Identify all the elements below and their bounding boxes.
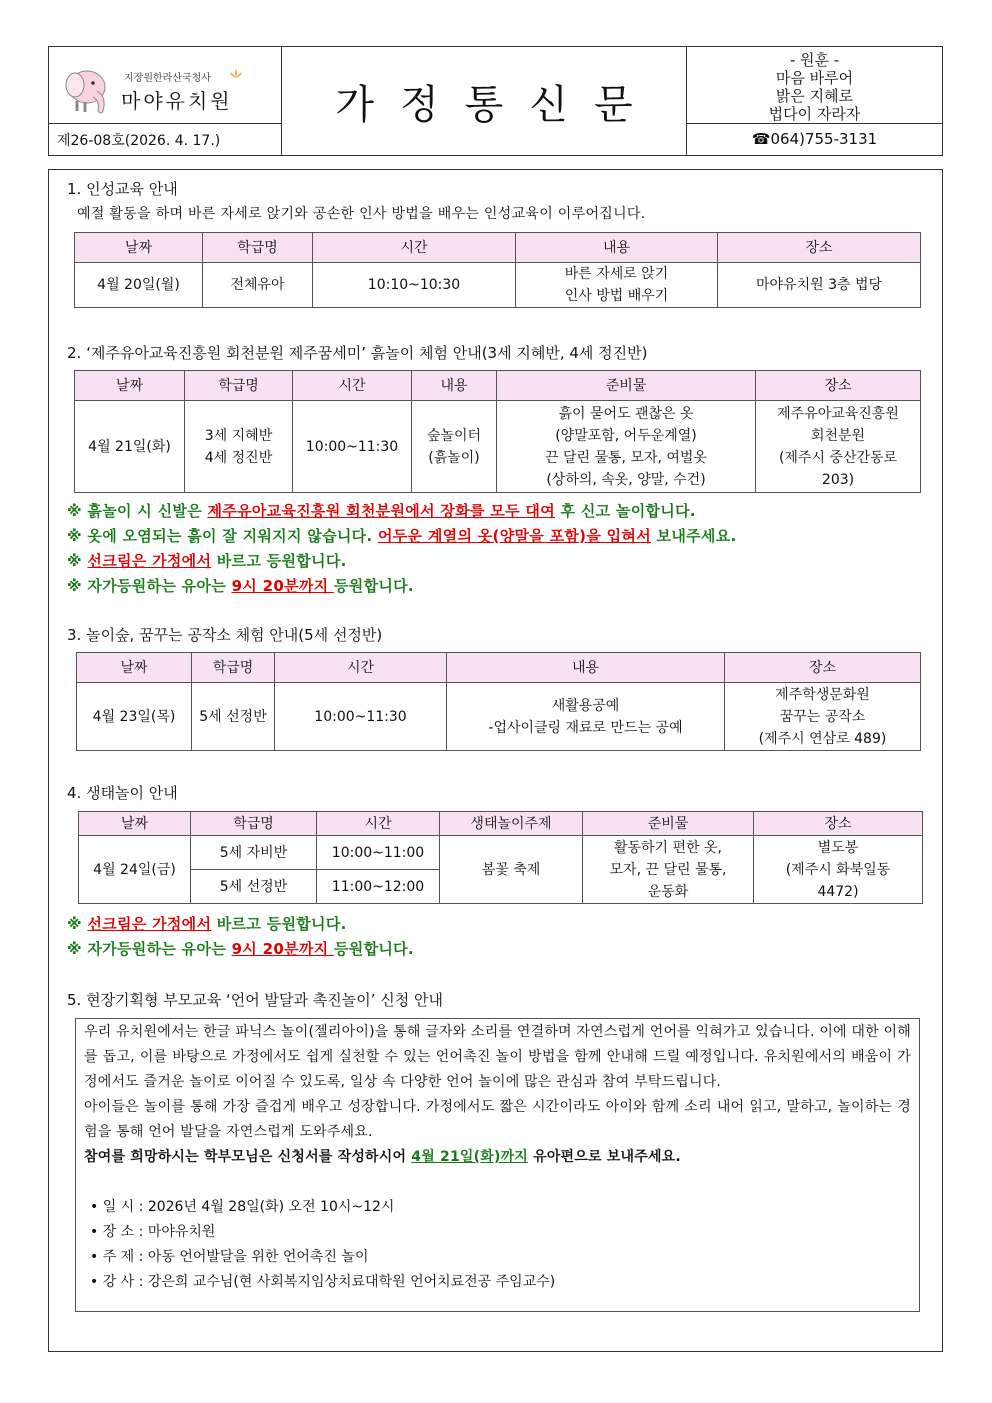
paragraph: 아이들은 놀이를 통해 가장 즐겁게 배우고 성장합니다. 가정에서도 짧은 시간이라도 아이와 함께 소리 내어 읽고, 말하고, 놀이하는 경험을 통해 언어 발달을 자연스럽게 도와주세요. (84, 1099, 911, 1140)
table-cell: 4월 23일(목) (77, 683, 192, 751)
motto-line: 밝은 지혜로 (775, 87, 854, 105)
table-cell: 5세 선정반 (191, 870, 317, 904)
section-5-title: 5. 현장기획형 부모교육 ‘언어 발달과 촉진놀이’ 신청 안내 (67, 991, 444, 1009)
table-cell: 3세 지혜반 4세 정진반 (185, 401, 293, 493)
paragraph: 우리 유치원에서는 한글 파닉스 놀이(젤리아이)을 통해 글자와 소리를 연결하며 자연스럽게 언어를 익혀가고 있습니다. 이에 대한 이해를 돕고, 이를 바탕으로 가정에서도 쉽게 실천할 수 있는 언어촉진 놀이 방법을 함께 안내해 드릴 예정입니다. 유치원에서의 배움이 가정에서도 즐거운 놀이로 이어질 수 있도록, 일상 속 다양한 언어 놀이에 많은 관심과 참여 부탁드립니다. (84, 1024, 911, 1090)
table-cell: 흙이 묻어도 괜찮은 옷 (양말포함, 어두운계열) 끈 달린 물통, 모자, 여벌옷 (상하의, 속옷, 양말, 수건) (497, 401, 756, 493)
table-header: 날짜 (75, 233, 203, 263)
motto-line: 법다이 자라자 (768, 105, 861, 123)
table-cell: 바른 자세로 앉기 인사 방법 배우기 (516, 263, 718, 308)
notice-line: ※ 선크림은 가정에서 바르고 등원합니다. (67, 915, 347, 933)
logo-subtitle: 지장원한라산국청사 (124, 73, 211, 84)
newsletter-header (48, 46, 943, 156)
table-header: 시간 (293, 371, 412, 401)
section-4-table (78, 811, 923, 904)
table-cell: 11:00~12:00 (317, 870, 440, 904)
table-cell: 봄꽃 축제 (440, 836, 583, 904)
table-cell: 제주유아교육진흥원 회천분원 (제주시 중산간동로 203) (756, 401, 921, 493)
table-header: 장소 (756, 371, 921, 401)
section-1-table (74, 232, 921, 308)
table-cell: 10:00~11:00 (317, 836, 440, 870)
list-item: • 주 제 : 아동 언어발달을 위한 언어촉진 놀이 (90, 1249, 369, 1265)
elephant-logo-icon (63, 61, 119, 117)
table-header: 학급명 (191, 812, 317, 836)
table-header: 날짜 (77, 653, 192, 683)
section-1-intro: 예절 활동을 하며 바른 자세로 앉기와 공손한 인사 방법을 배우는 인성교육이 이루어집니다. (77, 206, 646, 222)
table-header: 준비물 (583, 812, 754, 836)
list-item: • 강 사 : 강은희 교수님(현 사회복지임상치료대학원 언어치료전공 주임교수) (90, 1274, 556, 1290)
notice-line: ※ 자가등원하는 유아는 9시 20분까지 등원합니다. (67, 940, 414, 958)
section-2-title: 2. ‘제주유아교육진흥원 회천분원 제주꿈세미’ 흙놀이 체험 안내(3세 지혜반, 4세 정진반) (67, 344, 648, 362)
section-5-box (75, 1018, 920, 1312)
table-header: 날짜 (79, 812, 191, 836)
table-header: 내용 (447, 653, 725, 683)
table-cell: 4월 21일(화) (75, 401, 185, 493)
table-cell: 10:00~11:30 (293, 401, 412, 493)
table-header: 장소 (725, 653, 921, 683)
table-header: 시간 (317, 812, 440, 836)
section-4-title: 4. 생태놀이 안내 (67, 784, 178, 802)
section-2-table (74, 370, 921, 493)
table-cell: 활동하기 편한 옷, 모자, 끈 달린 물통, 운동화 (583, 836, 754, 904)
table-header: 학급명 (192, 653, 275, 683)
notice-line: ※ 옷에 오염되는 흙이 잘 지워지지 않습니다. 어두운 계열의 옷(양말을 포함)을 입혀서 보내주세요. (67, 527, 737, 545)
motto (687, 47, 942, 124)
logo-area (49, 47, 282, 124)
motto-line: 마음 바루어 (775, 69, 854, 87)
notice-line: ※ 흙놀이 시 신발은 제주유아교육진흥원 회천분원에서 장화를 모두 대여 후 신고 놀이합니다. (67, 502, 696, 520)
table-header: 시간 (313, 233, 516, 263)
section-3-title: 3. 놀이숲, 꿈꾸는 공작소 체험 안내(5세 선정반) (67, 626, 383, 644)
table-cell: 제주학생문화원 꿈꾸는 공작소 (제주시 연삼로 489) (725, 683, 921, 751)
section-1-title: 1. 인성교육 안내 (67, 180, 178, 198)
table-cell: 10:10~10:30 (313, 263, 516, 308)
section-3-table (76, 652, 921, 751)
paragraph: 참여를 희망하시는 학부모님은 신청서를 작성하시어 4월 21일(화)까지 유아편으로 보내주세요. (84, 1149, 681, 1165)
motto-title: - 원훈 - (789, 51, 840, 69)
notice-line: ※ 선크림은 가정에서 바르고 등원합니다. (67, 552, 347, 570)
table-cell: 별도봉 (제주시 화북일동 4472) (754, 836, 923, 904)
issue-number: 제26-08호(2026. 4. 17.) (49, 124, 282, 155)
table-header: 학급명 (185, 371, 293, 401)
table-cell: 숲놀이터 (흙놀이) (412, 401, 497, 493)
table-cell: 새활용공예 -업사이클링 재료로 만드는 공예 (447, 683, 725, 751)
table-cell: 4월 24일(금) (79, 836, 191, 904)
table-cell: 4월 20일(월) (75, 263, 203, 308)
main-content (48, 169, 943, 1352)
table-cell: 10:00~11:30 (275, 683, 447, 751)
table-header: 학급명 (203, 233, 313, 263)
telephone: ☎064)755-3131 (751, 130, 878, 148)
table-header: 날짜 (75, 371, 185, 401)
table-header: 준비물 (497, 371, 756, 401)
table-header: 내용 (412, 371, 497, 401)
lotus-icon (229, 67, 243, 79)
table-header: 시간 (275, 653, 447, 683)
table-header: 생태놀이주제 (440, 812, 583, 836)
table-cell: 5세 선정반 (192, 683, 275, 751)
table-header: 내용 (516, 233, 718, 263)
page-title: 가정통신문 (282, 47, 687, 155)
table-cell: 전체유아 (203, 263, 313, 308)
notice-line: ※ 자가등원하는 유아는 9시 20분까지 등원합니다. (67, 577, 414, 595)
table-cell: 마야유치원 3층 법당 (718, 263, 921, 308)
list-item: • 일 시 : 2026년 4월 28일(화) 오전 10시~12시 (90, 1199, 395, 1215)
kindergarten-name: 마야유치원 (121, 89, 233, 113)
table-cell: 5세 자비반 (191, 836, 317, 870)
table-header: 장소 (754, 812, 923, 836)
table-header: 장소 (718, 233, 921, 263)
list-item: • 장 소 : 마야유치원 (90, 1224, 216, 1240)
